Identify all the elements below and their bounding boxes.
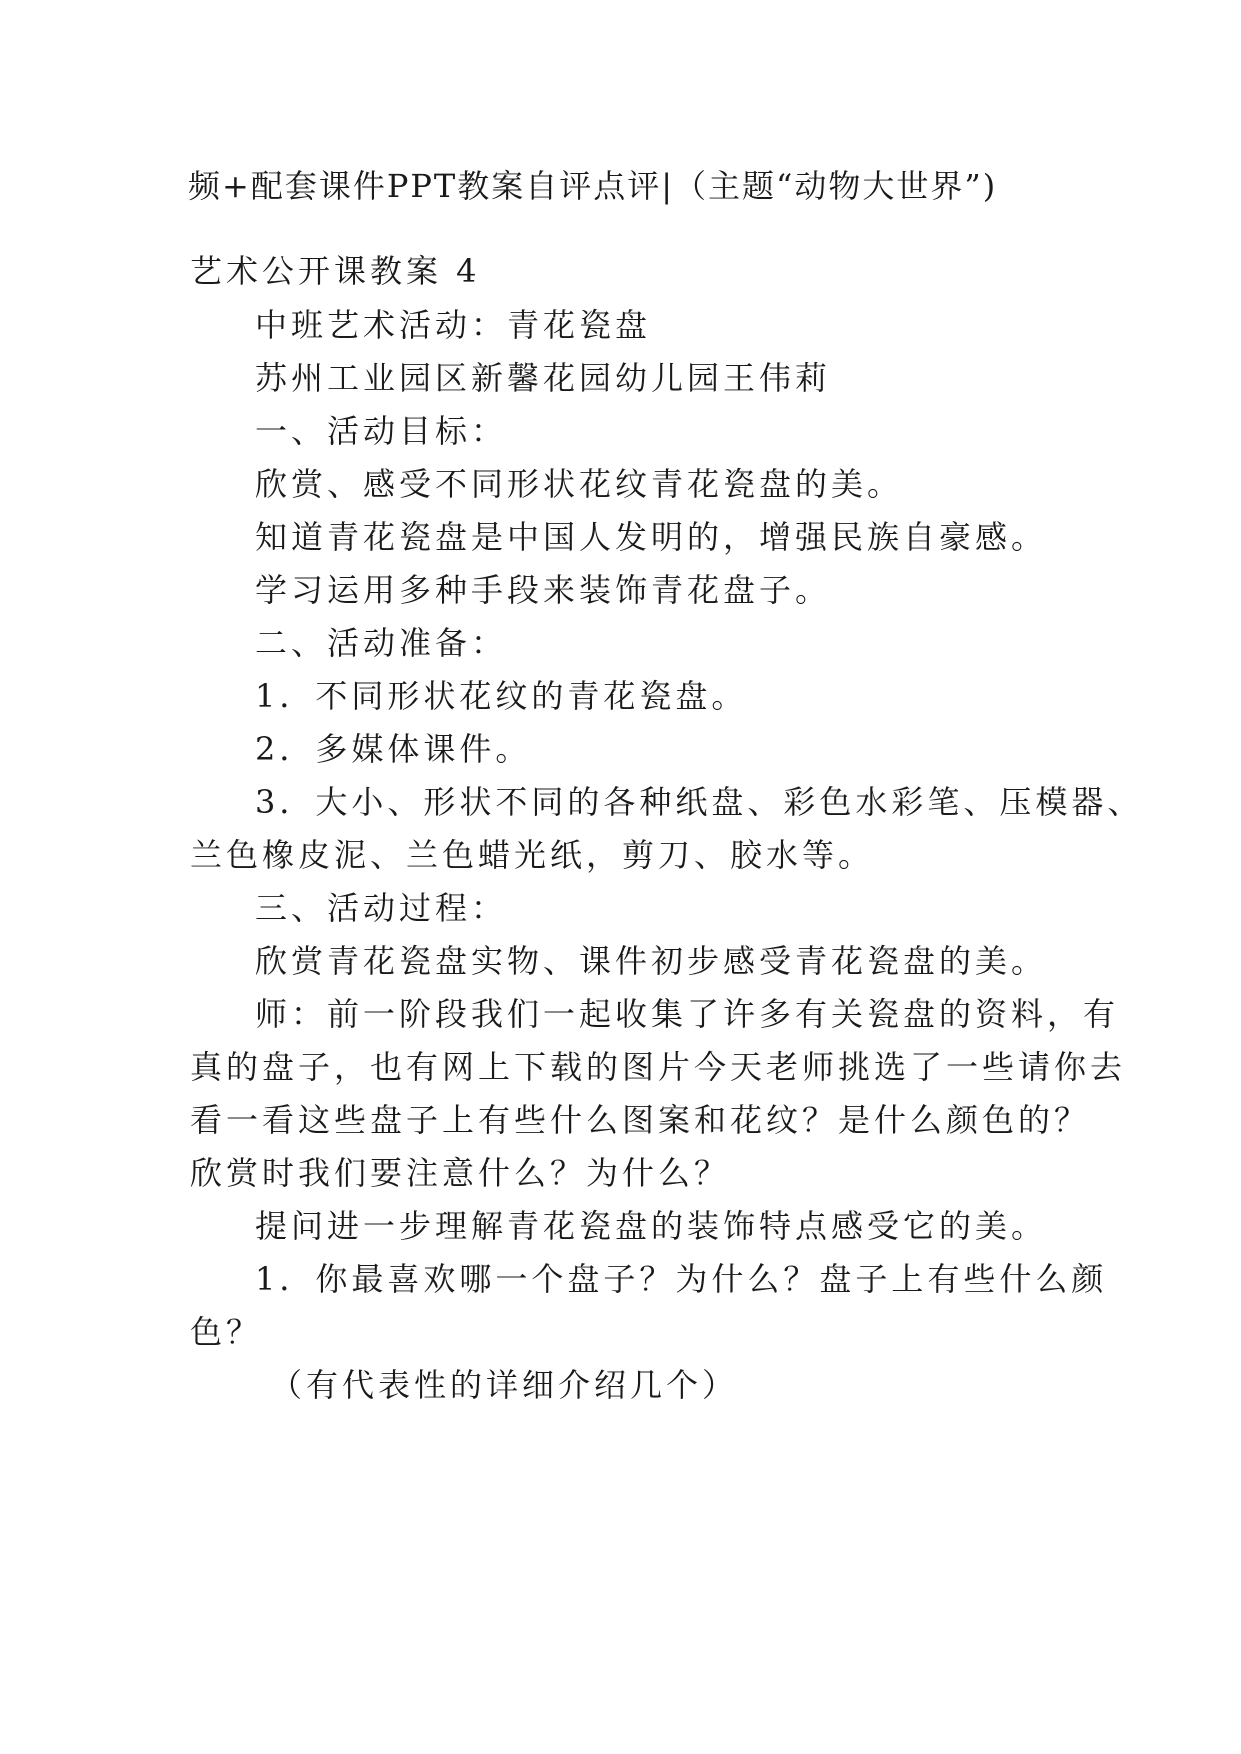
header-line: 频+配套课件PPT教案自评点评|（主题“动物大世界”) [188, 167, 998, 205]
process-paragraph: 师：前一阶段我们一起收集了许多有关瓷盘的资料，有 [255, 995, 1120, 1033]
goal-item: 欣赏、感受不同形状花纹青花瓷盘的美。 [255, 465, 904, 503]
goal-item: 知道青花瓷盘是中国人发明的，增强民族自豪感。 [255, 518, 1048, 556]
prep-item: 1．不同形状花纹的青花瓷盘。 [255, 677, 748, 715]
process-paragraph-continued: 真的盘子，也有网上下载的图片今天老师挑选了一些请你去 [190, 1048, 1127, 1086]
process-paragraph: 提问进一步理解青花瓷盘的装饰特点感受它的美。 [255, 1207, 1048, 1245]
process-question: 1．你最喜欢哪一个盘子？为什么？盘子上有些什么颜 [255, 1260, 1108, 1298]
process-note: （有代表性的详细介绍几个） [270, 1366, 739, 1404]
process-paragraph-continued: 欣赏时我们要注意什么？为什么？ [190, 1154, 731, 1192]
process-heading: 三、活动过程： [255, 889, 508, 927]
prep-heading: 二、活动准备： [255, 624, 508, 662]
section-title: 艺术公开课教案 4 [190, 252, 481, 290]
goals-heading: 一、活动目标： [255, 412, 508, 450]
prep-item: 2．多媒体课件。 [255, 730, 532, 768]
prep-item-continued: 兰色橡皮泥、兰色蜡光纸，剪刀、胶水等。 [190, 836, 875, 874]
author-line: 苏州工业园区新馨花园幼儿园王伟莉 [255, 359, 832, 397]
activity-name: 中班艺术活动：青花瓷盘 [255, 306, 652, 344]
process-question-continued: 色？ [190, 1313, 263, 1351]
goal-item: 学习运用多种手段来装饰青花盘子。 [255, 571, 832, 609]
prep-item: 3．大小、形状不同的各种纸盘、彩色水彩笔、压模器、 [255, 783, 1144, 821]
process-paragraph: 欣赏青花瓷盘实物、课件初步感受青花瓷盘的美。 [255, 942, 1048, 980]
process-paragraph-continued: 看一看这些盘子上有些什么图案和花纹？是什么颜色的？ [190, 1101, 1091, 1139]
